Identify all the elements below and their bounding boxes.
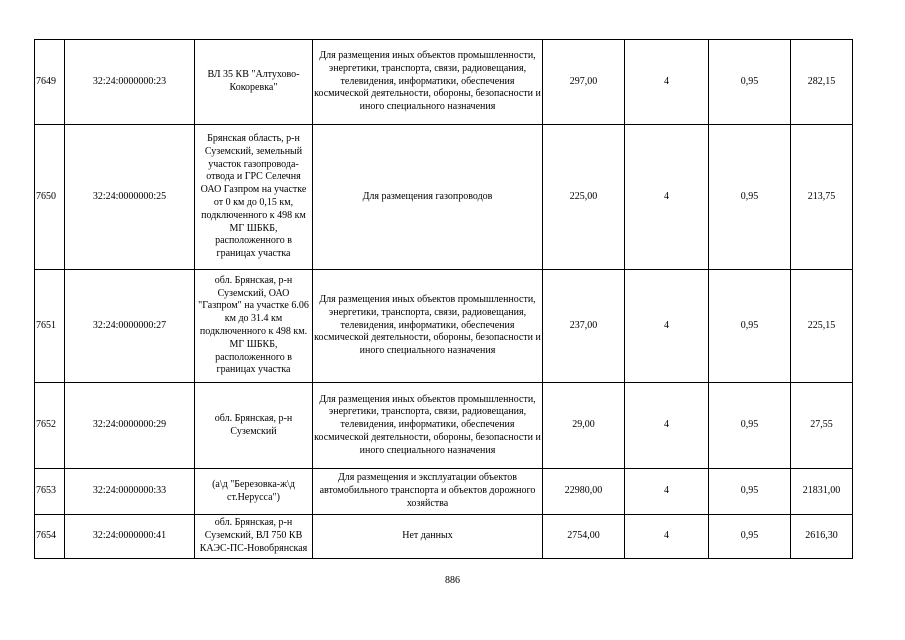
row-number: 7649 <box>35 40 65 125</box>
cadastral-value: 21831,00 <box>791 469 853 515</box>
coefficient-1: 4 <box>625 270 709 383</box>
area: 2754,00 <box>543 515 625 559</box>
coefficient-1: 4 <box>625 515 709 559</box>
table-row <box>35 270 853 383</box>
row-number: 7651 <box>35 270 65 383</box>
location: обл. Брянская, р-н Суземский, ОАО "Газпром" на участке 6.06 км до 31.4 км подключенного к 498 км. МГ ШБКБ, расположенного в границах участка <box>195 270 313 383</box>
cadastral-number: 32:24:0000000:23 <box>65 40 195 125</box>
cadastral-value-table <box>34 39 853 559</box>
cadastral-number: 32:24:0000000:29 <box>65 383 195 469</box>
coefficient-2: 0,95 <box>709 515 791 559</box>
location: (а\д "Березовка-ж\д ст.Нерусса") <box>195 469 313 515</box>
permitted-use: Для размещения иных объектов промышленности, энергетики, транспорта, связи, радиовещания, телевидения, информатики, обеспечения космической деятельности, обороны, безопасности и иного специального назначения <box>313 270 543 383</box>
cadastral-number: 32:24:0000000:41 <box>65 515 195 559</box>
coefficient-2: 0,95 <box>709 270 791 383</box>
row-number: 7650 <box>35 125 65 270</box>
table-row <box>35 125 853 270</box>
area: 237,00 <box>543 270 625 383</box>
cadastral-number: 32:24:0000000:25 <box>65 125 195 270</box>
cadastral-value: 225,15 <box>791 270 853 383</box>
coefficient-1: 4 <box>625 40 709 125</box>
table-row <box>35 40 853 125</box>
coefficient-2: 0,95 <box>709 469 791 515</box>
permitted-use: Для размещения иных объектов промышленности, энергетики, транспорта, связи, радиовещания, телевидения, информатики, обеспечения космической деятельности, обороны, безопасности и иного специального назначения <box>313 40 543 125</box>
cadastral-value: 213,75 <box>791 125 853 270</box>
cadastral-value: 27,55 <box>791 383 853 469</box>
page-number: 886 <box>445 575 460 586</box>
cadastral-number: 32:24:0000000:27 <box>65 270 195 383</box>
area: 22980,00 <box>543 469 625 515</box>
location: обл. Брянская, р-н Суземский, ВЛ 750 КВ КАЭС-ПС-Новобрянская <box>195 515 313 559</box>
table-row <box>35 383 853 469</box>
table-row <box>35 469 853 515</box>
coefficient-1: 4 <box>625 469 709 515</box>
location: обл. Брянская, р-н Суземский <box>195 383 313 469</box>
row-number: 7652 <box>35 383 65 469</box>
area: 297,00 <box>543 40 625 125</box>
table-row <box>35 515 853 559</box>
location: ВЛ 35 КВ "Алтухово-Кокоревка" <box>195 40 313 125</box>
permitted-use: Нет данных <box>313 515 543 559</box>
area: 225,00 <box>543 125 625 270</box>
row-number: 7653 <box>35 469 65 515</box>
area: 29,00 <box>543 383 625 469</box>
coefficient-2: 0,95 <box>709 40 791 125</box>
permitted-use: Для размещения и эксплуатации объектов автомобильного транспорта и объектов дорожного хозяйства <box>313 469 543 515</box>
location: Брянская область, р-н Суземский, земельный участок газопровода-отвода и ГРС Селечня ОАО Газпром на участке от 0 км до 0,15 км, подключенного к 498 км МГ ШБКБ, расположенного в границах участка <box>195 125 313 270</box>
cadastral-number: 32:24:0000000:33 <box>65 469 195 515</box>
cadastral-value: 2616,30 <box>791 515 853 559</box>
row-number: 7654 <box>35 515 65 559</box>
cadastral-value: 282,15 <box>791 40 853 125</box>
permitted-use: Для размещения газопроводов <box>313 125 543 270</box>
coefficient-2: 0,95 <box>709 383 791 469</box>
coefficient-1: 4 <box>625 383 709 469</box>
coefficient-1: 4 <box>625 125 709 270</box>
coefficient-2: 0,95 <box>709 125 791 270</box>
permitted-use: Для размещения иных объектов промышленности, энергетики, транспорта, связи, радиовещания, телевидения, информатики, обеспечения космической деятельности, обороны, безопасности и иного специального назначения <box>313 383 543 469</box>
